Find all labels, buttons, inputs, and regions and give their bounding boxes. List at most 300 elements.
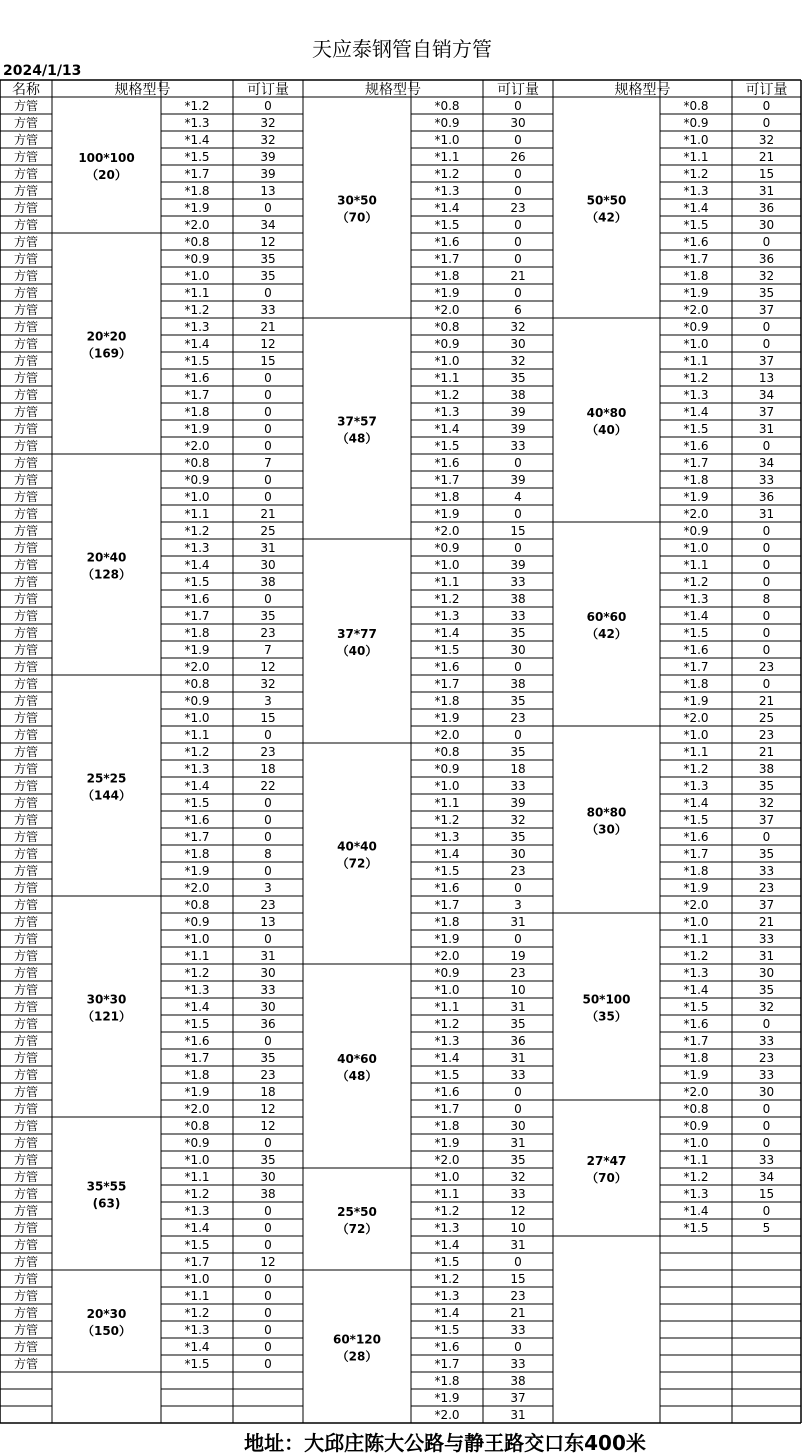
qty-cell: 33 [510,1187,526,1201]
row-name: 方管 [13,201,39,215]
spec-total: （144） [81,788,132,803]
thickness-cell: *1.1 [434,575,460,589]
qty-cell: 25 [758,711,775,725]
spec-total: （70） [586,1171,627,1185]
qty-cell: 34 [758,456,775,470]
spec-total: （40） [336,644,378,658]
thickness-cell: *0.9 [434,966,460,980]
thickness-cell: *1.8 [184,405,210,419]
qty-cell: 36 [758,252,775,266]
thickness-cell: *1.0 [683,133,709,147]
qty-cell: 0 [762,1204,771,1218]
spec-total: （30） [586,822,627,837]
qty-cell: 0 [264,1357,272,1371]
thickness-cell: *1.5 [184,1357,210,1371]
thickness-cell: *1.2 [184,99,210,113]
thickness-cell: *1.1 [683,932,709,946]
thickness-cell: *1.8 [434,1119,460,1133]
thickness-cell: *0.9 [434,762,460,776]
qty-cell: 0 [264,1272,272,1286]
qty-cell: 13 [758,371,775,385]
thickness-cell: *2.0 [683,303,709,317]
thickness-cell: *1.2 [184,1306,210,1320]
qty-cell: 0 [514,1340,522,1354]
thickness-cell: *1.5 [184,796,210,810]
thickness-cell: *1.3 [184,541,210,555]
thickness-cell: *1.8 [434,694,460,708]
qty-cell: 36 [260,1017,276,1031]
thickness-cell: *1.7 [683,252,709,266]
qty-cell: 35 [510,1153,526,1167]
qty-cell: 12 [260,235,276,249]
thickness-cell: *1.5 [184,575,210,589]
spec-size: 20*20 [86,329,127,344]
spec-total: （121） [81,1009,132,1024]
thickness-cell: *1.1 [683,1153,709,1167]
spec-size: 50*50 [586,193,627,208]
thickness-cell: *0.8 [434,99,460,113]
thickness-cell: *1.3 [434,405,460,419]
qty-cell: 0 [514,184,522,198]
qty-cell: 32 [758,269,775,283]
thickness-cell: *0.9 [184,473,210,487]
qty-cell: 35 [260,269,276,283]
thickness-cell: *1.4 [683,983,709,997]
qty-cell: 37 [510,1391,526,1405]
thickness-cell: *1.9 [434,711,460,725]
thickness-cell: *1.2 [683,167,709,181]
thickness-cell: *0.9 [434,116,460,130]
thickness-cell: *1.3 [434,609,460,623]
qty-cell: 0 [514,507,522,521]
row-name: 方管 [13,1204,39,1218]
thickness-cell: *1.6 [683,439,709,453]
row-name: 方管 [13,1238,39,1252]
qty-cell: 39 [260,150,276,164]
qty-cell: 32 [510,354,526,368]
thickness-cell: *1.4 [184,1340,210,1354]
thickness-cell: *1.3 [683,388,709,402]
qty-cell: 0 [514,881,522,895]
qty-cell: 33 [510,575,526,589]
qty-cell: 36 [758,201,775,215]
qty-cell: 32 [510,813,526,827]
thickness-cell: *0.9 [683,116,709,130]
qty-cell: 0 [514,133,522,147]
thickness-cell: *1.5 [434,1068,460,1082]
qty-cell: 30 [510,337,526,351]
thickness-cell: *1.0 [434,779,460,793]
qty-cell: 0 [264,813,272,827]
qty-cell: 33 [260,983,276,997]
qty-cell: 33 [510,1068,526,1082]
thickness-cell: *0.8 [184,677,210,691]
qty-cell: 0 [264,286,272,300]
thickness-cell: *1.2 [683,575,709,589]
thickness-cell: *1.5 [434,643,460,657]
qty-cell: 0 [264,371,272,385]
qty-cell: 15 [260,711,276,725]
qty-cell: 22 [260,779,276,793]
thickness-cell: *1.4 [434,1051,460,1065]
qty-cell: 38 [260,575,276,589]
thickness-cell: *1.4 [184,558,210,572]
qty-cell: 0 [264,796,272,810]
thickness-cell: *1.4 [434,201,460,215]
qty-cell: 35 [510,830,526,844]
qty-cell: 30 [260,966,276,980]
thickness-cell: *1.3 [683,779,709,793]
thickness-cell: *1.2 [434,592,460,606]
spec-size: 37*57 [337,414,377,429]
thickness-cell: *1.5 [434,864,460,878]
thickness-cell: *1.3 [683,592,709,606]
row-name: 方管 [13,728,39,742]
spec-size: 60*120 [332,1332,382,1347]
row-name: 方管 [13,796,39,810]
thickness-cell: *1.4 [683,1204,709,1218]
header-spec: 规格型号 [365,82,421,98]
thickness-cell: *1.0 [683,915,709,929]
thickness-cell: *1.7 [683,847,709,861]
qty-cell: 0 [762,1119,771,1133]
qty-cell: 0 [264,99,272,113]
qty-cell: 31 [510,1051,526,1065]
qty-cell: 39 [510,422,526,436]
row-name: 方管 [13,99,39,113]
thickness-cell: *1.9 [184,643,210,657]
spec-size: 20*40 [86,550,127,565]
qty-cell: 35 [758,847,775,861]
thickness-cell: *0.9 [683,320,709,334]
qty-cell: 0 [762,1017,771,1031]
thickness-cell: *1.0 [184,1153,210,1167]
thickness-cell: *1.2 [434,1204,460,1218]
thickness-cell: *2.0 [184,1102,210,1116]
qty-cell: 33 [758,1034,775,1048]
thickness-cell: *1.1 [184,949,210,963]
qty-cell: 31 [758,949,775,963]
row-name: 方管 [13,269,39,283]
row-name: 方管 [13,422,39,436]
row-name: 方管 [13,1170,39,1184]
thickness-cell: *1.5 [184,354,210,368]
qty-cell: 18 [260,1085,276,1099]
qty-cell: 0 [514,218,522,232]
thickness-cell: *1.7 [683,456,709,470]
qty-cell: 39 [510,796,526,810]
qty-cell: 0 [264,830,272,844]
row-name: 方管 [13,524,39,538]
qty-cell: 33 [510,609,526,623]
qty-cell: 0 [264,1034,272,1048]
qty-cell: 32 [510,1170,526,1184]
qty-cell: 37 [758,303,775,317]
thickness-cell: *1.7 [434,252,460,266]
header-spec: 规格型号 [114,82,171,98]
thickness-cell: *1.1 [434,796,460,810]
row-name: 方管 [13,133,39,147]
qty-cell: 23 [510,864,526,878]
qty-cell: 0 [762,320,771,334]
thickness-cell: *1.2 [434,167,460,181]
thickness-cell: *1.4 [683,405,709,419]
qty-cell: 23 [260,745,276,759]
qty-cell: 0 [762,1136,771,1150]
thickness-cell: *2.0 [184,881,210,895]
qty-cell: 23 [758,881,775,895]
qty-cell: 31 [260,541,276,555]
row-name: 方管 [13,507,39,521]
qty-cell: 12 [260,1102,276,1116]
qty-cell: 26 [510,150,526,164]
spec-total: (63) [92,1196,121,1211]
qty-cell: 33 [510,779,526,793]
qty-cell: 0 [264,1306,272,1320]
qty-cell: 8 [264,847,272,861]
qty-cell: 0 [762,830,771,844]
thickness-cell: *1.0 [184,490,210,504]
thickness-cell: *2.0 [434,728,460,742]
qty-cell: 23 [510,201,526,215]
thickness-cell: *1.2 [434,1017,460,1031]
qty-cell: 23 [758,1051,775,1065]
qty-cell: 32 [758,1000,775,1014]
thickness-cell: *2.0 [184,218,210,232]
thickness-cell: *1.3 [683,184,709,198]
thickness-cell: *1.1 [184,1289,210,1303]
row-name: 方管 [13,303,39,317]
qty-cell: 35 [260,1051,276,1065]
qty-cell: 35 [510,1017,526,1031]
thickness-cell: *1.6 [434,1085,460,1099]
spec-total: （72） [336,856,378,871]
qty-cell: 0 [264,1289,272,1303]
thickness-cell: *1.9 [434,286,460,300]
thickness-cell: *1.5 [184,1238,210,1252]
row-name: 方管 [13,1153,39,1167]
row-name: 方管 [13,1000,39,1014]
thickness-cell: *1.5 [683,626,709,640]
qty-cell: 33 [758,473,775,487]
row-name: 方管 [13,541,39,555]
thickness-cell: *1.2 [184,745,210,759]
thickness-cell: *2.0 [683,898,709,912]
thickness-cell: *2.0 [184,660,210,674]
qty-cell: 6 [514,303,522,317]
qty-cell: 19 [510,949,526,963]
thickness-cell: *1.5 [683,218,709,232]
thickness-cell: *1.3 [434,1221,460,1235]
thickness-cell: *1.7 [184,167,210,181]
row-name: 方管 [13,456,39,470]
header-qty: 可订量 [497,82,539,98]
qty-cell: 0 [264,1136,272,1150]
spec-total: （150） [81,1324,132,1338]
thickness-cell: *1.1 [434,371,460,385]
spec-size: 30*30 [86,992,127,1007]
thickness-cell: *1.0 [683,1136,709,1150]
thickness-cell: *1.6 [434,660,460,674]
qty-cell: 18 [510,762,526,776]
thickness-cell: *1.5 [184,150,210,164]
row-name: 方管 [13,354,39,368]
row-name: 方管 [13,1017,39,1031]
qty-cell: 15 [758,1187,775,1201]
thickness-cell: *2.0 [434,524,460,538]
thickness-cell: *1.7 [434,473,460,487]
qty-cell: 0 [514,235,522,249]
qty-cell: 34 [260,218,276,232]
spec-size: 50*100 [582,992,631,1007]
qty-cell: 38 [510,1374,526,1388]
qty-cell: 12 [260,1255,276,1269]
qty-cell: 15 [510,1272,526,1286]
spec-total: （28） [336,1349,378,1364]
qty-cell: 32 [260,133,276,147]
thickness-cell: *1.3 [683,966,709,980]
qty-cell: 12 [510,1204,526,1218]
thickness-cell: *2.0 [184,439,210,453]
qty-cell: 15 [510,524,526,538]
thickness-cell: *1.0 [184,269,210,283]
thickness-cell: *1.2 [683,949,709,963]
thickness-cell: *1.1 [434,150,460,164]
row-name: 方管 [13,1340,39,1354]
row-name: 方管 [13,218,39,232]
thickness-cell: *1.8 [434,269,460,283]
row-name: 方管 [13,558,39,572]
thickness-cell: *0.9 [184,915,210,929]
qty-cell: 0 [264,1221,272,1235]
spec-total: （48） [336,1069,378,1083]
thickness-cell: *0.8 [434,745,460,759]
thickness-cell: *1.2 [184,1187,210,1201]
thickness-cell: *1.6 [184,1034,210,1048]
spec-total: （20） [86,168,127,182]
thickness-cell: *1.5 [434,1323,460,1337]
thickness-cell: *2.0 [434,303,460,317]
qty-cell: 33 [260,303,276,317]
thickness-cell: *0.8 [683,99,709,113]
qty-cell: 31 [260,949,276,963]
row-name: 方管 [13,864,39,878]
thickness-cell: *1.4 [184,779,210,793]
qty-cell: 0 [762,235,771,249]
thickness-cell: *0.8 [184,456,210,470]
spec-total: （48） [336,431,378,446]
thickness-cell: *1.6 [184,813,210,827]
qty-cell: 0 [762,677,771,691]
thickness-cell: *0.9 [184,1136,210,1150]
qty-cell: 0 [762,626,771,640]
spec-total: （70） [336,210,378,225]
row-name: 方管 [13,167,39,181]
thickness-cell: *1.8 [184,626,210,640]
thickness-cell: *0.9 [184,252,210,266]
thickness-cell: *1.1 [683,150,709,164]
qty-cell: 0 [762,524,771,538]
header-qty: 可订量 [745,82,788,98]
thickness-cell: *2.0 [683,711,709,725]
thickness-cell: *1.1 [184,1170,210,1184]
qty-cell: 21 [510,1306,526,1320]
qty-cell: 38 [510,388,526,402]
row-name: 方管 [13,1034,39,1048]
thickness-cell: *1.8 [683,269,709,283]
thickness-cell: *1.6 [184,371,210,385]
thickness-cell: *1.3 [683,1187,709,1201]
qty-cell: 0 [514,660,522,674]
thickness-cell: *1.2 [184,524,210,538]
qty-cell: 31 [510,1408,526,1422]
row-name: 方管 [13,1323,39,1337]
thickness-cell: *1.8 [184,1068,210,1082]
qty-cell: 21 [758,150,775,164]
thickness-cell: *0.8 [184,1119,210,1133]
thickness-cell: *1.9 [683,881,709,895]
qty-cell: 21 [260,507,276,521]
thickness-cell: *1.3 [434,1289,460,1303]
qty-cell: 32 [510,320,526,334]
thickness-cell: *1.8 [184,847,210,861]
qty-cell: 23 [758,660,775,674]
row-name: 方管 [13,847,39,861]
qty-cell: 30 [260,1170,276,1184]
thickness-cell: *1.1 [184,507,210,521]
thickness-cell: *1.8 [434,915,460,929]
qty-cell: 0 [264,490,272,504]
qty-cell: 0 [264,1340,272,1354]
thickness-cell: *1.5 [434,439,460,453]
row-name: 方管 [13,660,39,674]
thickness-cell: *1.2 [434,388,460,402]
thickness-cell: *1.3 [434,184,460,198]
qty-cell: 35 [510,745,526,759]
qty-cell: 37 [758,813,775,827]
qty-cell: 32 [758,133,775,147]
qty-cell: 12 [260,1119,276,1133]
qty-cell: 0 [514,541,522,555]
thickness-cell: *1.0 [434,133,460,147]
thickness-cell: *1.0 [184,711,210,725]
row-name: 方管 [13,1102,39,1116]
spec-total: （42） [586,210,627,225]
qty-cell: 10 [510,983,526,997]
qty-cell: 3 [264,694,272,708]
header-name: 名称 [12,82,40,98]
row-name: 方管 [13,898,39,912]
thickness-cell: *1.0 [683,541,709,555]
qty-cell: 33 [758,932,775,946]
row-name: 方管 [13,575,39,589]
row-name: 方管 [13,1306,39,1320]
thickness-cell: *1.4 [184,1000,210,1014]
row-name: 方管 [13,405,39,419]
qty-cell: 0 [762,99,771,113]
thickness-cell: *1.1 [683,558,709,572]
thickness-cell: *1.9 [434,1136,460,1150]
qty-cell: 0 [264,932,272,946]
qty-cell: 0 [514,1102,522,1116]
thickness-cell: *0.8 [683,1102,709,1116]
thickness-cell: *1.2 [683,1170,709,1184]
header-spec: 规格型号 [614,82,671,98]
thickness-cell: *1.8 [683,473,709,487]
thickness-cell: *1.4 [434,626,460,640]
thickness-cell: *1.0 [683,337,709,351]
row-name: 方管 [13,626,39,640]
